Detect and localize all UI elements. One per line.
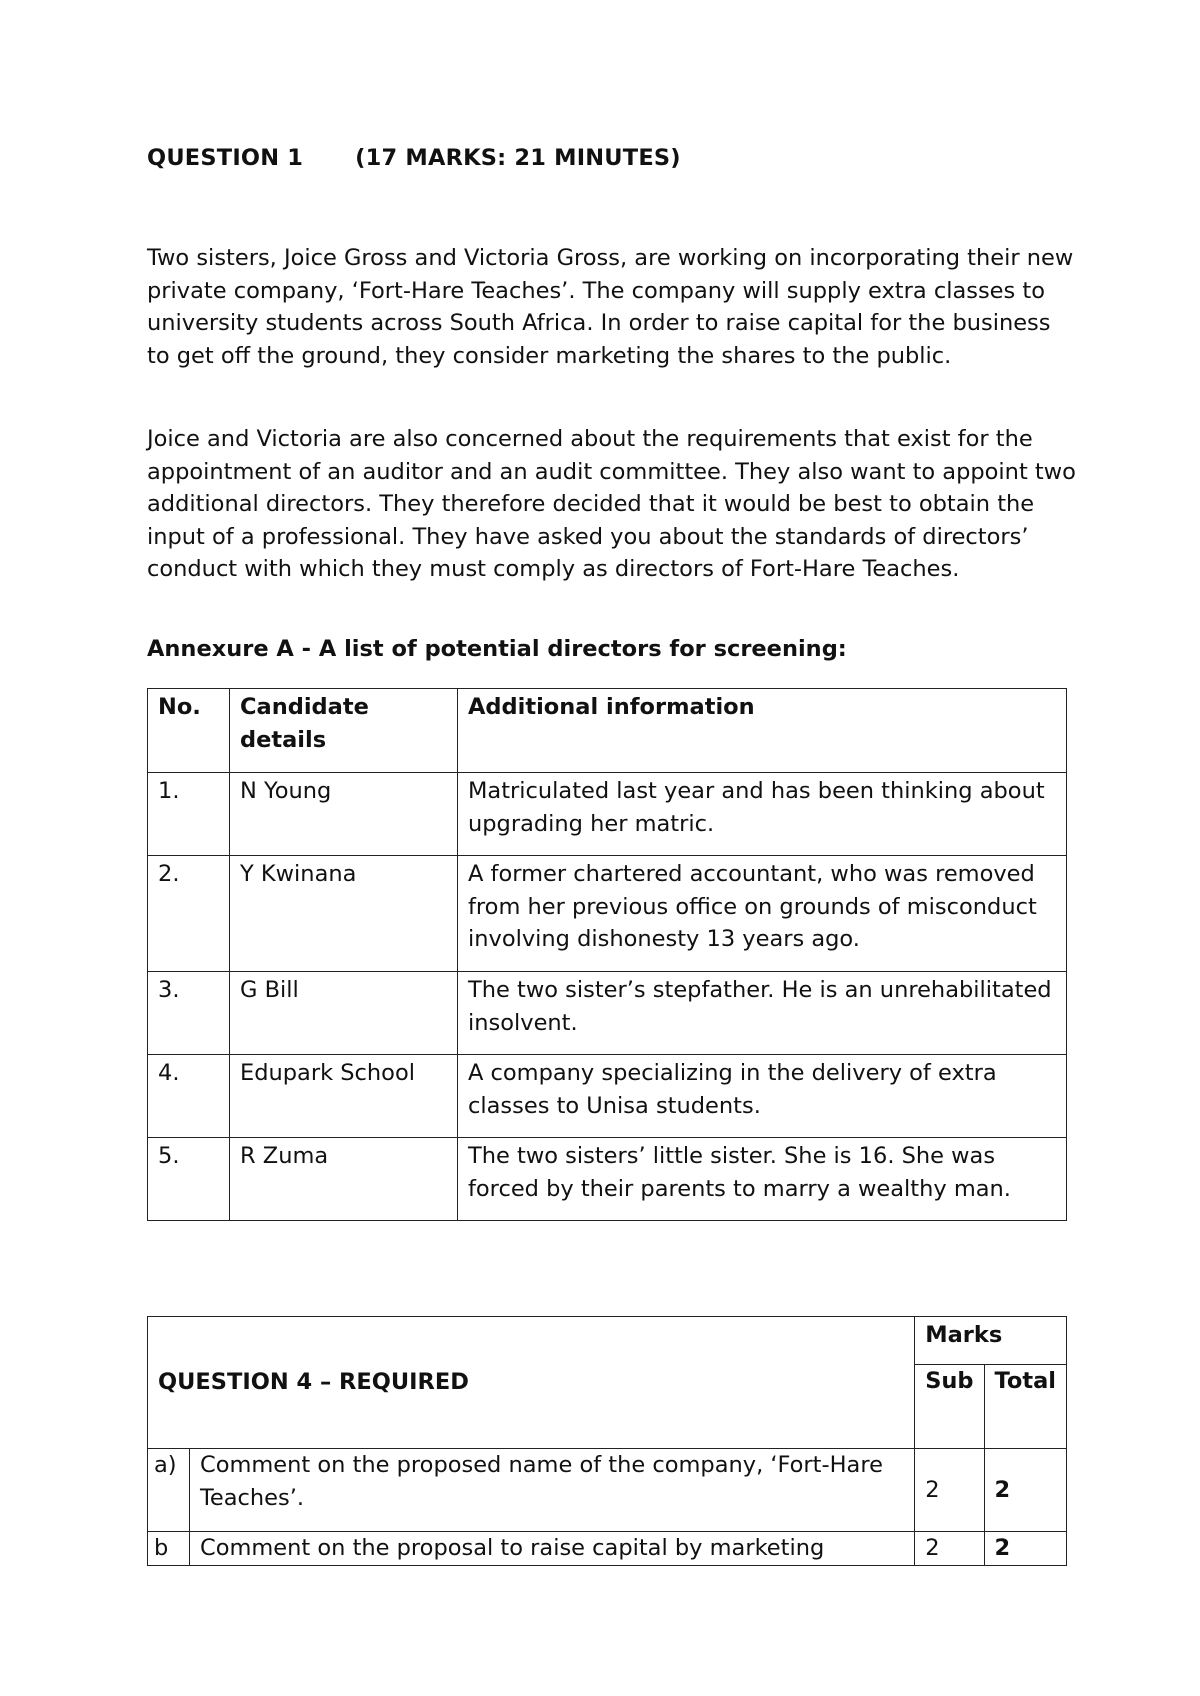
row-no: 4. (148, 1055, 230, 1138)
row-sub-marks: 2 (915, 1449, 984, 1532)
question-marks: (17 MARKS: 21 MINUTES) (355, 145, 681, 171)
row-total-marks: 2 (984, 1449, 1066, 1532)
table-row (148, 1138, 1067, 1221)
row-info: A former chartered accountant, who was removed from her previous office on grounds of misconduct involving dishonesty 13 years ago. (458, 856, 1067, 972)
row-candidate: N Young (230, 773, 458, 856)
scenario-paragraph-2: Joice and Victoria are also concerned about the requirements that exist for the appointment of an auditor and an audit committee. They also want to appoint two additional directors. They therefore decided that it would be best to obtain the input of a professional. They have asked you about the standards of directors’ conduct with which they must comply as directors of Fort-Hare Teaches. (147, 426, 1076, 583)
directors-table (147, 688, 1067, 1221)
row-no: 3. (148, 972, 230, 1055)
row-info: A company specializing in the delivery of extra classes to Unisa students. (458, 1055, 1067, 1138)
question-heading (147, 145, 681, 171)
total-header: Total (984, 1365, 1066, 1449)
row-candidate: Edupark School (230, 1055, 458, 1138)
scenario-paragraph-1: Two sisters, Joice Gross and Victoria Gross, are working on incorporating their new private company, ‘Fort-Hare Teaches’. The company will supply extra classes to university students across South Africa. In order to raise capital for the business to get off the ground, they consider marketing the shares to the public. (147, 245, 1074, 369)
annexure-title: Annexure A - A list of potential directors for screening: (147, 636, 847, 662)
row-candidate: Y Kwinana (230, 856, 458, 972)
row-info: The two sister’s stepfather. He is an unrehabilitated insolvent. (458, 972, 1067, 1055)
row-letter: b (148, 1532, 190, 1566)
row-candidate: R Zuma (230, 1138, 458, 1221)
row-no: 2. (148, 856, 230, 972)
row-requirement: Comment on the proposed name of the company, ‘Fort-Hare Teaches’. (190, 1449, 915, 1532)
table-row (148, 1449, 1067, 1532)
required-title: QUESTION 4 – REQUIRED (148, 1317, 915, 1449)
sub-header: Sub (915, 1365, 984, 1449)
row-candidate: G Bill (230, 972, 458, 1055)
table-row (148, 773, 1067, 856)
required-header-row-1 (148, 1317, 1067, 1365)
table-row (148, 972, 1067, 1055)
table-row (148, 1055, 1067, 1138)
table-row (148, 856, 1067, 972)
header-info: Additional information (458, 689, 1067, 773)
row-info: Matriculated last year and has been thinking about upgrading her matric. (458, 773, 1067, 856)
row-requirement: Comment on the proposal to raise capital by marketing (190, 1532, 915, 1566)
marks-header: Marks (915, 1317, 1067, 1365)
row-info: The two sisters’ little sister. She is 16. She was forced by their parents to marry a wealthy man. (458, 1138, 1067, 1221)
question-title: QUESTION 1 (147, 145, 304, 171)
header-no: No. (148, 689, 230, 773)
row-no: 5. (148, 1138, 230, 1221)
table-header-row (148, 689, 1067, 773)
row-sub-marks: 2 (915, 1532, 984, 1566)
header-candidate: Candidate details (230, 689, 458, 773)
required-table (147, 1316, 1067, 1566)
table-row (148, 1532, 1067, 1566)
row-letter: a) (148, 1449, 190, 1532)
row-total-marks: 2 (984, 1532, 1066, 1566)
row-no: 1. (148, 773, 230, 856)
